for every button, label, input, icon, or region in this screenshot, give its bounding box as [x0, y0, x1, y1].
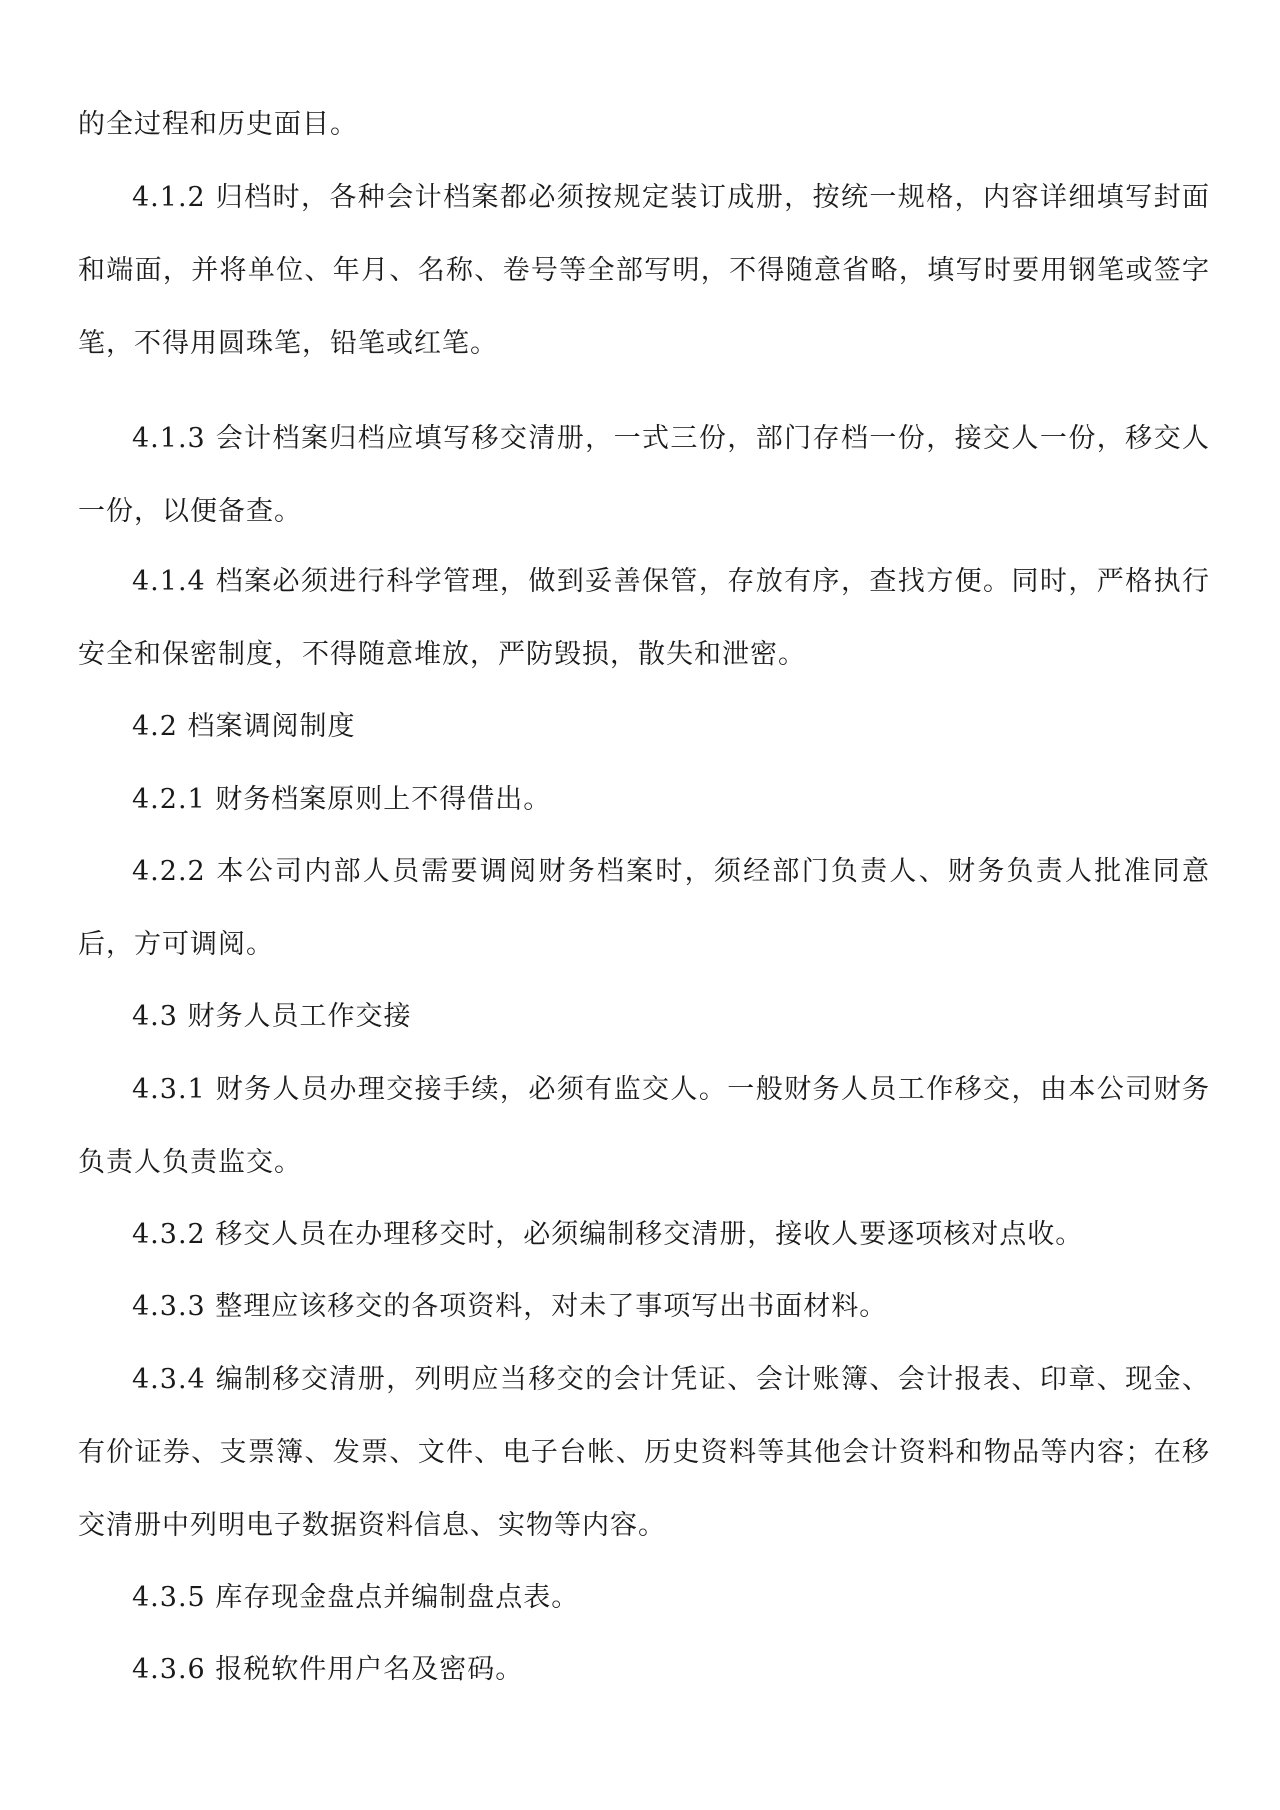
paragraph-4-1-4: 4.1.4 档案必须进行科学管理，做到妥善保管，存放有序，查找方便。同时，严格执行安全和保密制度，不得随意堆放，严防毁损，散失和泄密。: [78, 566, 1210, 670]
paragraph-4-2-2: 4.2.2 本公司内部人员需要调阅财务档案时，须经部门负责人、财务负责人批准同意后，方可调阅。: [78, 856, 1210, 960]
paragraph-4-3-5: 4.3.5 库存现金盘点并编制盘点表。: [132, 1582, 580, 1613]
heading-4-2: 4.2 档案调阅制度: [132, 711, 356, 742]
paragraph-4-1-2: 4.1.2 归档时，各种会计档案都必须按规定装订成册，按统一规格，内容详细填写封面和端面，并将单位、年月、名称、卷号等全部写明，不得随意省略，填写时要用钢笔或签字笔，不得用圆珠笔，铅笔或红笔。: [78, 182, 1210, 359]
heading-4-3: 4.3 财务人员工作交接: [132, 1001, 412, 1032]
paragraph-4-3-1: 4.3.1 财务人员办理交接手续，必须有监交人。一般财务人员工作移交，由本公司财务负责人负责监交。: [78, 1074, 1210, 1178]
paragraph-continuation: 的全过程和历史面目。: [78, 109, 358, 140]
paragraph-4-3-4: 4.3.4 编制移交清册，列明应当移交的会计凭证、会计账簿、会计报表、印章、现金、有价证券、支票簿、发票、文件、电子台帐、历史资料等其他会计资料和物品等内容；在移交清册中列明电子数据资料信息、实物等内容。: [78, 1364, 1210, 1541]
paragraph-4-3-2: 4.3.2 移交人员在办理移交时，必须编制移交清册，接收人要逐项核对点收。: [132, 1219, 1084, 1250]
paragraph-4-2-1: 4.2.1 财务档案原则上不得借出。: [132, 784, 552, 815]
paragraph-4-3-3: 4.3.3 整理应该移交的各项资料，对未了事项写出书面材料。: [132, 1291, 888, 1322]
paragraph-4-3-6: 4.3.6 报税软件用户名及密码。: [132, 1654, 524, 1685]
paragraph-4-1-3: 4.1.3 会计档案归档应填写移交清册，一式三份，部门存档一份，接交人一份，移交人一份，以便备查。: [78, 423, 1210, 527]
